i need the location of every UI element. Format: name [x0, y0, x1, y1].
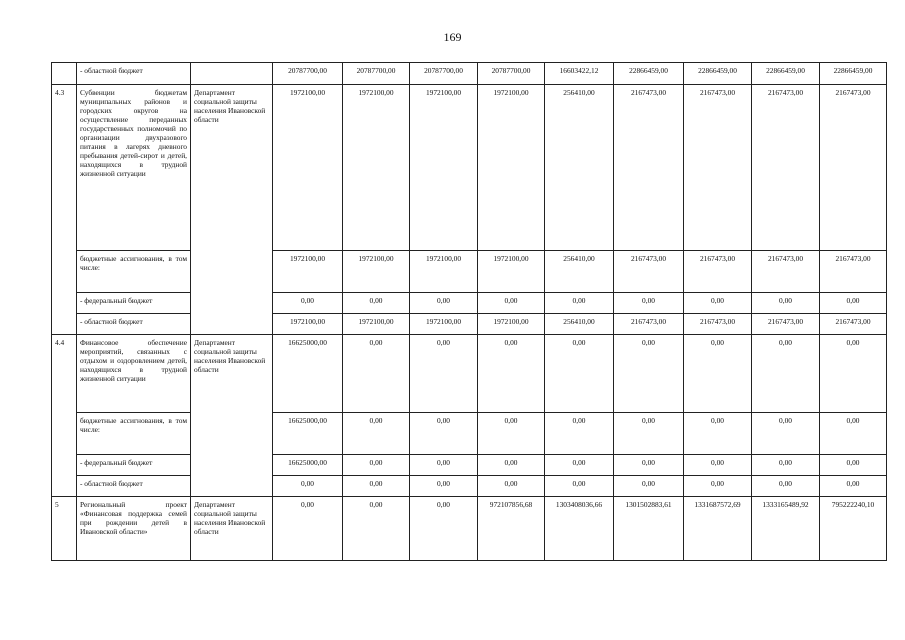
value-cell: 0,00: [478, 455, 545, 476]
value-cell: 0,00: [752, 335, 820, 413]
value-cell: 2167473,00: [820, 85, 887, 251]
value-cell: 0,00: [343, 497, 410, 561]
value-cell: 16625000,00: [273, 455, 343, 476]
value-cell: 0,00: [478, 413, 545, 455]
value-cell: 20787700,00: [410, 63, 478, 85]
value-cell: 0,00: [684, 293, 752, 314]
value-cell: 2167473,00: [752, 85, 820, 251]
value-cell: 1972100,00: [273, 314, 343, 335]
value-cell: 2167473,00: [684, 314, 752, 335]
value-cell: 0,00: [545, 455, 614, 476]
value-cell: 0,00: [820, 293, 887, 314]
value-cell: 256410,00: [545, 251, 614, 293]
value-cell: 0,00: [273, 293, 343, 314]
value-cell: 0,00: [343, 293, 410, 314]
value-cell: 2167473,00: [752, 251, 820, 293]
row-description: - федеральный бюджет: [77, 455, 191, 476]
value-cell: 0,00: [273, 476, 343, 497]
value-cell: 0,00: [410, 413, 478, 455]
value-cell: 1972100,00: [410, 85, 478, 251]
row-number: [52, 63, 77, 85]
table-row: [52, 335, 887, 413]
value-cell: 1972100,00: [343, 85, 410, 251]
value-cell: 0,00: [343, 335, 410, 413]
table-row: [52, 293, 887, 314]
row-department: Департамент социальной защиты населения Ивановской области: [191, 85, 273, 335]
value-cell: 2167473,00: [820, 251, 887, 293]
value-cell: 0,00: [752, 476, 820, 497]
table-row: [52, 314, 887, 335]
value-cell: 0,00: [410, 455, 478, 476]
value-cell: 20787700,00: [273, 63, 343, 85]
value-cell: 2167473,00: [752, 314, 820, 335]
value-cell: 1972100,00: [478, 251, 545, 293]
value-cell: 0,00: [410, 497, 478, 561]
value-cell: 0,00: [545, 335, 614, 413]
value-cell: 0,00: [410, 476, 478, 497]
value-cell: 795222240,10: [820, 497, 887, 561]
value-cell: 1972100,00: [273, 251, 343, 293]
value-cell: 1333165489,92: [752, 497, 820, 561]
table-row: [52, 63, 887, 85]
row-description: бюджетные ассигнования, в том числе:: [77, 251, 191, 293]
value-cell: 2167473,00: [684, 85, 752, 251]
table-row: [52, 497, 887, 561]
table-row: [52, 476, 887, 497]
value-cell: 1303408036,66: [545, 497, 614, 561]
value-cell: 0,00: [684, 476, 752, 497]
value-cell: 0,00: [545, 413, 614, 455]
value-cell: 0,00: [410, 335, 478, 413]
value-cell: 0,00: [820, 335, 887, 413]
value-cell: 1972100,00: [410, 314, 478, 335]
value-cell: 0,00: [614, 476, 684, 497]
table-row: [52, 85, 887, 251]
value-cell: 1972100,00: [273, 85, 343, 251]
value-cell: 0,00: [478, 335, 545, 413]
row-department: Департамент социальной защиты населения Ивановской области: [191, 497, 273, 561]
value-cell: 0,00: [273, 497, 343, 561]
row-description: - областной бюджет: [77, 314, 191, 335]
value-cell: 0,00: [545, 293, 614, 314]
value-cell: 256410,00: [545, 85, 614, 251]
row-number: 4.4: [52, 335, 77, 497]
value-cell: 0,00: [343, 476, 410, 497]
row-department: [191, 63, 273, 85]
value-cell: 0,00: [614, 413, 684, 455]
value-cell: 2167473,00: [684, 251, 752, 293]
value-cell: 20787700,00: [478, 63, 545, 85]
value-cell: 0,00: [343, 413, 410, 455]
value-cell: 0,00: [614, 293, 684, 314]
value-cell: 2167473,00: [614, 251, 684, 293]
value-cell: 0,00: [478, 476, 545, 497]
value-cell: 0,00: [343, 455, 410, 476]
value-cell: 22866459,00: [614, 63, 684, 85]
value-cell: 1972100,00: [343, 314, 410, 335]
value-cell: 0,00: [410, 293, 478, 314]
value-cell: 22866459,00: [684, 63, 752, 85]
value-cell: 1972100,00: [478, 314, 545, 335]
value-cell: 0,00: [820, 413, 887, 455]
value-cell: 16603422,12: [545, 63, 614, 85]
value-cell: 16625000,00: [273, 413, 343, 455]
row-number: 4.3: [52, 85, 77, 335]
value-cell: 2167473,00: [614, 85, 684, 251]
row-description: - федеральный бюджет: [77, 293, 191, 314]
value-cell: 22866459,00: [752, 63, 820, 85]
value-cell: 2167473,00: [614, 314, 684, 335]
value-cell: 20787700,00: [343, 63, 410, 85]
value-cell: 0,00: [684, 413, 752, 455]
row-description: - областной бюджет: [77, 476, 191, 497]
value-cell: 972107856,68: [478, 497, 545, 561]
row-number: 5: [52, 497, 77, 561]
value-cell: 1972100,00: [410, 251, 478, 293]
value-cell: 0,00: [684, 335, 752, 413]
value-cell: 16625000,00: [273, 335, 343, 413]
page-number: 169: [443, 30, 462, 44]
row-description: Субвенции бюджетам муниципальных районов и городских округов на осуществление переданных государственных полномочий по организации двухразового питания в лагерях дневного пребывания детей-сирот и детей, находящихся в трудной жизненной ситуации: [77, 85, 191, 251]
value-cell: 0,00: [478, 293, 545, 314]
row-description: Финансовое обеспечение мероприятий, связанных с отдыхом и оздоровлением детей, находящихся в трудной жизненной ситуации: [77, 335, 191, 413]
value-cell: 1301502883,61: [614, 497, 684, 561]
value-cell: 0,00: [820, 476, 887, 497]
value-cell: 22866459,00: [820, 63, 887, 85]
value-cell: 0,00: [820, 455, 887, 476]
table-row: [52, 413, 887, 455]
value-cell: 0,00: [752, 413, 820, 455]
value-cell: 256410,00: [545, 314, 614, 335]
value-cell: 1972100,00: [478, 85, 545, 251]
value-cell: 0,00: [752, 455, 820, 476]
value-cell: 0,00: [545, 476, 614, 497]
value-cell: 2167473,00: [820, 314, 887, 335]
table-row: [52, 455, 887, 476]
row-description: - областной бюджет: [77, 63, 191, 85]
value-cell: 0,00: [614, 455, 684, 476]
row-description: Региональный проект «Финансовая поддержка семей при рождении детей в Ивановской области»: [77, 497, 191, 561]
value-cell: 1972100,00: [343, 251, 410, 293]
value-cell: 1331687572,69: [684, 497, 752, 561]
row-department: Департамент социальной защиты населения Ивановской области: [191, 335, 273, 497]
value-cell: 0,00: [684, 455, 752, 476]
row-description: бюджетные ассигнования, в том числе:: [77, 413, 191, 455]
value-cell: 0,00: [752, 293, 820, 314]
budget-table: [51, 62, 887, 561]
table-row: [52, 251, 887, 293]
value-cell: 0,00: [614, 335, 684, 413]
